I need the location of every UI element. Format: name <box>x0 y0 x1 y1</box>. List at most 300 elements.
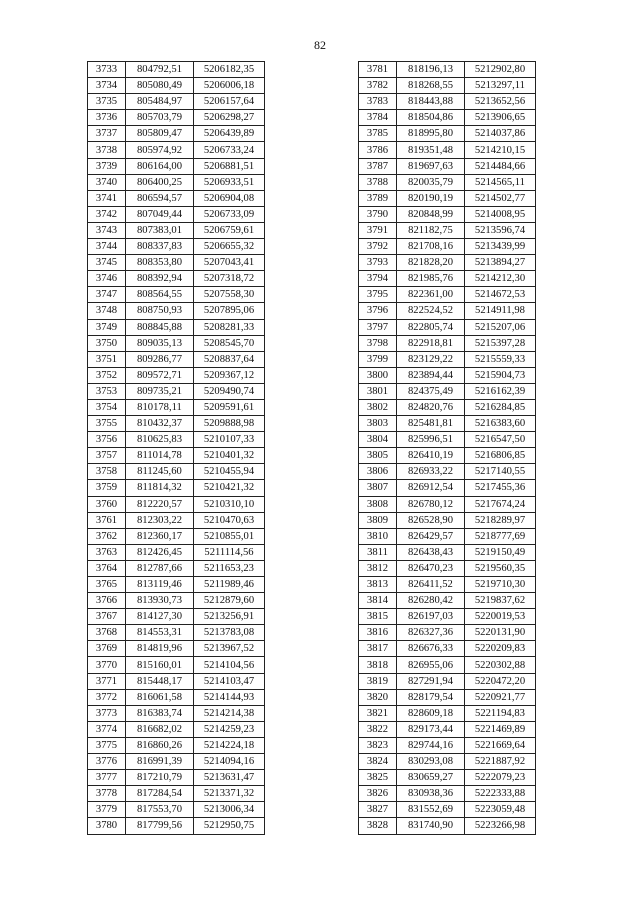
y-coordinate-cell: 5206182,35 <box>194 62 265 78</box>
table-row <box>88 399 265 415</box>
x-coordinate-cell: 809035,13 <box>126 335 194 351</box>
point-number-cell: 3818 <box>359 657 397 673</box>
x-coordinate-cell: 820190,19 <box>397 190 465 206</box>
point-number-cell: 3763 <box>88 544 126 560</box>
table-row <box>88 770 265 786</box>
table-row <box>359 802 536 818</box>
table-row <box>88 448 265 464</box>
table-row <box>88 351 265 367</box>
point-number-cell: 3753 <box>88 383 126 399</box>
y-coordinate-cell: 5216806,85 <box>465 448 536 464</box>
table-row <box>359 625 536 641</box>
point-number-cell: 3746 <box>88 271 126 287</box>
table-row <box>88 754 265 770</box>
x-coordinate-cell: 806164,00 <box>126 158 194 174</box>
point-number-cell: 3773 <box>88 705 126 721</box>
y-coordinate-cell: 5220302,88 <box>465 657 536 673</box>
point-number-cell: 3787 <box>359 158 397 174</box>
table-row <box>88 496 265 512</box>
table-row <box>88 142 265 158</box>
x-coordinate-cell: 830659,27 <box>397 770 465 786</box>
x-coordinate-cell: 825996,51 <box>397 432 465 448</box>
x-coordinate-cell: 826676,33 <box>397 641 465 657</box>
y-coordinate-cell: 5214224,18 <box>194 737 265 753</box>
x-coordinate-cell: 816383,74 <box>126 705 194 721</box>
point-number-cell: 3795 <box>359 287 397 303</box>
table-row <box>88 239 265 255</box>
y-coordinate-cell: 5213631,47 <box>194 770 265 786</box>
point-number-cell: 3806 <box>359 464 397 480</box>
y-coordinate-cell: 5214484,66 <box>465 158 536 174</box>
y-coordinate-cell: 5220131,90 <box>465 625 536 641</box>
table-row <box>359 770 536 786</box>
x-coordinate-cell: 808392,94 <box>126 271 194 287</box>
table-row <box>359 399 536 415</box>
table-row <box>359 126 536 142</box>
table-row <box>359 721 536 737</box>
point-number-cell: 3799 <box>359 351 397 367</box>
y-coordinate-cell: 5220209,83 <box>465 641 536 657</box>
point-number-cell: 3813 <box>359 577 397 593</box>
point-number-cell: 3757 <box>88 448 126 464</box>
y-coordinate-cell: 5214103,47 <box>194 673 265 689</box>
page-number: 82 <box>314 38 326 52</box>
point-number-cell: 3740 <box>88 174 126 190</box>
table-row <box>88 126 265 142</box>
point-number-cell: 3751 <box>88 351 126 367</box>
x-coordinate-cell: 813930,73 <box>126 593 194 609</box>
x-coordinate-cell: 816991,39 <box>126 754 194 770</box>
point-number-cell: 3748 <box>88 303 126 319</box>
table-row <box>88 367 265 383</box>
x-coordinate-cell: 826197,03 <box>397 609 465 625</box>
y-coordinate-cell: 5214259,23 <box>194 721 265 737</box>
x-coordinate-cell: 813119,46 <box>126 577 194 593</box>
point-number-cell: 3744 <box>88 239 126 255</box>
y-coordinate-cell: 5206157,64 <box>194 94 265 110</box>
point-number-cell: 3827 <box>359 802 397 818</box>
table-row <box>88 544 265 560</box>
x-coordinate-cell: 831740,90 <box>397 818 465 834</box>
x-coordinate-cell: 819351,48 <box>397 142 465 158</box>
point-number-cell: 3793 <box>359 255 397 271</box>
table-row <box>88 287 265 303</box>
y-coordinate-cell: 5222079,23 <box>465 770 536 786</box>
y-coordinate-cell: 5217455,36 <box>465 480 536 496</box>
table-row <box>88 625 265 641</box>
y-coordinate-cell: 5206881,51 <box>194 158 265 174</box>
point-number-cell: 3822 <box>359 721 397 737</box>
y-coordinate-cell: 5206298,27 <box>194 110 265 126</box>
y-coordinate-cell: 5213006,34 <box>194 802 265 818</box>
point-number-cell: 3784 <box>359 110 397 126</box>
x-coordinate-cell: 818995,80 <box>397 126 465 142</box>
table-row <box>88 657 265 673</box>
point-number-cell: 3810 <box>359 528 397 544</box>
y-coordinate-cell: 5210855,01 <box>194 528 265 544</box>
point-number-cell: 3743 <box>88 222 126 238</box>
x-coordinate-cell: 828609,18 <box>397 705 465 721</box>
x-coordinate-cell: 826429,57 <box>397 528 465 544</box>
point-number-cell: 3783 <box>359 94 397 110</box>
x-coordinate-cell: 819697,63 <box>397 158 465 174</box>
table-row <box>359 560 536 576</box>
y-coordinate-cell: 5214037,86 <box>465 126 536 142</box>
y-coordinate-cell: 5213596,74 <box>465 222 536 238</box>
table-row <box>88 110 265 126</box>
x-coordinate-cell: 812360,17 <box>126 528 194 544</box>
table-row <box>359 754 536 770</box>
x-coordinate-cell: 806594,57 <box>126 190 194 206</box>
x-coordinate-cell: 820035,79 <box>397 174 465 190</box>
table-row <box>88 705 265 721</box>
table-row <box>359 78 536 94</box>
point-number-cell: 3781 <box>359 62 397 78</box>
table-row <box>359 689 536 705</box>
x-coordinate-cell: 814553,31 <box>126 625 194 641</box>
y-coordinate-cell: 5215559,33 <box>465 351 536 367</box>
y-coordinate-cell: 5210401,32 <box>194 448 265 464</box>
x-coordinate-cell: 806400,25 <box>126 174 194 190</box>
table-row <box>88 480 265 496</box>
table-row <box>88 271 265 287</box>
point-number-cell: 3739 <box>88 158 126 174</box>
x-coordinate-cell: 826912,54 <box>397 480 465 496</box>
point-number-cell: 3798 <box>359 335 397 351</box>
point-number-cell: 3776 <box>88 754 126 770</box>
point-number-cell: 3821 <box>359 705 397 721</box>
y-coordinate-cell: 5220019,53 <box>465 609 536 625</box>
x-coordinate-cell: 812303,22 <box>126 512 194 528</box>
point-number-cell: 3770 <box>88 657 126 673</box>
y-coordinate-cell: 5213894,27 <box>465 255 536 271</box>
table-row <box>88 593 265 609</box>
table-row <box>88 560 265 576</box>
y-coordinate-cell: 5216383,60 <box>465 416 536 432</box>
x-coordinate-cell: 805974,92 <box>126 142 194 158</box>
table-row <box>359 94 536 110</box>
y-coordinate-cell: 5219710,30 <box>465 577 536 593</box>
x-coordinate-cell: 805703,79 <box>126 110 194 126</box>
y-coordinate-cell: 5219150,49 <box>465 544 536 560</box>
x-coordinate-cell: 823894,44 <box>397 367 465 383</box>
point-number-cell: 3758 <box>88 464 126 480</box>
table-row <box>359 593 536 609</box>
table-row <box>88 383 265 399</box>
x-coordinate-cell: 831552,69 <box>397 802 465 818</box>
table-row <box>88 303 265 319</box>
point-number-cell: 3785 <box>359 126 397 142</box>
x-coordinate-cell: 816860,26 <box>126 737 194 753</box>
y-coordinate-cell: 5212950,75 <box>194 818 265 834</box>
x-coordinate-cell: 811814,32 <box>126 480 194 496</box>
y-coordinate-cell: 5215904,73 <box>465 367 536 383</box>
point-number-cell: 3812 <box>359 560 397 576</box>
point-number-cell: 3815 <box>359 609 397 625</box>
y-coordinate-cell: 5215397,28 <box>465 335 536 351</box>
table-row <box>88 190 265 206</box>
y-coordinate-cell: 5209367,12 <box>194 367 265 383</box>
y-coordinate-cell: 5222333,88 <box>465 786 536 802</box>
point-number-cell: 3778 <box>88 786 126 802</box>
x-coordinate-cell: 814127,30 <box>126 609 194 625</box>
table-row <box>359 528 536 544</box>
y-coordinate-cell: 5214911,98 <box>465 303 536 319</box>
x-coordinate-cell: 811014,78 <box>126 448 194 464</box>
point-number-cell: 3789 <box>359 190 397 206</box>
x-coordinate-cell: 824820,76 <box>397 399 465 415</box>
point-number-cell: 3749 <box>88 319 126 335</box>
table-row <box>88 206 265 222</box>
point-number-cell: 3819 <box>359 673 397 689</box>
table-row <box>88 94 265 110</box>
y-coordinate-cell: 5214144,93 <box>194 689 265 705</box>
x-coordinate-cell: 817553,70 <box>126 802 194 818</box>
point-number-cell: 3742 <box>88 206 126 222</box>
x-coordinate-cell: 826933,22 <box>397 464 465 480</box>
x-coordinate-cell: 824375,49 <box>397 383 465 399</box>
y-coordinate-cell: 5214672,53 <box>465 287 536 303</box>
point-number-cell: 3765 <box>88 577 126 593</box>
point-number-cell: 3769 <box>88 641 126 657</box>
x-coordinate-cell: 827291,94 <box>397 673 465 689</box>
x-coordinate-cell: 828179,54 <box>397 689 465 705</box>
y-coordinate-cell: 5209490,74 <box>194 383 265 399</box>
y-coordinate-cell: 5206759,61 <box>194 222 265 238</box>
point-number-cell: 3738 <box>88 142 126 158</box>
point-number-cell: 3755 <box>88 416 126 432</box>
table-row <box>359 222 536 238</box>
point-number-cell: 3786 <box>359 142 397 158</box>
x-coordinate-cell: 826410,19 <box>397 448 465 464</box>
point-number-cell: 3808 <box>359 496 397 512</box>
y-coordinate-cell: 5206733,09 <box>194 206 265 222</box>
table-row <box>359 641 536 657</box>
point-number-cell: 3780 <box>88 818 126 834</box>
y-coordinate-cell: 5209591,61 <box>194 399 265 415</box>
x-coordinate-cell: 818443,88 <box>397 94 465 110</box>
point-number-cell: 3756 <box>88 432 126 448</box>
point-number-cell: 3804 <box>359 432 397 448</box>
y-coordinate-cell: 5206439,89 <box>194 126 265 142</box>
y-coordinate-cell: 5221887,92 <box>465 754 536 770</box>
x-coordinate-cell: 826411,52 <box>397 577 465 593</box>
point-number-cell: 3772 <box>88 689 126 705</box>
x-coordinate-cell: 829173,44 <box>397 721 465 737</box>
y-coordinate-cell: 5208545,70 <box>194 335 265 351</box>
table-row <box>359 190 536 206</box>
y-coordinate-cell: 5206933,51 <box>194 174 265 190</box>
y-coordinate-cell: 5206904,08 <box>194 190 265 206</box>
x-coordinate-cell: 810432,37 <box>126 416 194 432</box>
y-coordinate-cell: 5210107,33 <box>194 432 265 448</box>
table-row <box>88 416 265 432</box>
table-row <box>359 480 536 496</box>
point-number-cell: 3790 <box>359 206 397 222</box>
point-number-cell: 3792 <box>359 239 397 255</box>
x-coordinate-cell: 826955,06 <box>397 657 465 673</box>
y-coordinate-cell: 5207043,41 <box>194 255 265 271</box>
x-coordinate-cell: 816682,02 <box>126 721 194 737</box>
y-coordinate-cell: 5211114,56 <box>194 544 265 560</box>
table-row <box>88 786 265 802</box>
x-coordinate-cell: 815448,17 <box>126 673 194 689</box>
x-coordinate-cell: 820848,99 <box>397 206 465 222</box>
point-number-cell: 3825 <box>359 770 397 786</box>
table-row <box>88 432 265 448</box>
y-coordinate-cell: 5210455,94 <box>194 464 265 480</box>
table-row <box>359 496 536 512</box>
point-number-cell: 3817 <box>359 641 397 657</box>
x-coordinate-cell: 818504,86 <box>397 110 465 126</box>
table-row <box>359 62 536 78</box>
y-coordinate-cell: 5214104,56 <box>194 657 265 673</box>
x-coordinate-cell: 821828,20 <box>397 255 465 271</box>
y-coordinate-cell: 5223266,98 <box>465 818 536 834</box>
y-coordinate-cell: 5210310,10 <box>194 496 265 512</box>
y-coordinate-cell: 5207318,72 <box>194 271 265 287</box>
x-coordinate-cell: 818268,55 <box>397 78 465 94</box>
y-coordinate-cell: 5213967,52 <box>194 641 265 657</box>
x-coordinate-cell: 810178,11 <box>126 399 194 415</box>
x-coordinate-cell: 826470,23 <box>397 560 465 576</box>
point-number-cell: 3814 <box>359 593 397 609</box>
point-number-cell: 3803 <box>359 416 397 432</box>
y-coordinate-cell: 5214008,95 <box>465 206 536 222</box>
y-coordinate-cell: 5223059,48 <box>465 802 536 818</box>
x-coordinate-cell: 805080,49 <box>126 78 194 94</box>
x-coordinate-cell: 809572,71 <box>126 367 194 383</box>
point-number-cell: 3745 <box>88 255 126 271</box>
table-row <box>359 512 536 528</box>
table-row <box>359 416 536 432</box>
point-number-cell: 3797 <box>359 319 397 335</box>
table-row <box>88 818 265 834</box>
y-coordinate-cell: 5214214,38 <box>194 705 265 721</box>
table-row <box>359 206 536 222</box>
x-coordinate-cell: 817799,56 <box>126 818 194 834</box>
table-row <box>359 142 536 158</box>
table-row <box>359 448 536 464</box>
y-coordinate-cell: 5216547,50 <box>465 432 536 448</box>
point-number-cell: 3824 <box>359 754 397 770</box>
table-row <box>88 528 265 544</box>
table-row <box>359 110 536 126</box>
y-coordinate-cell: 5208837,64 <box>194 351 265 367</box>
table-row <box>88 255 265 271</box>
point-number-cell: 3775 <box>88 737 126 753</box>
y-coordinate-cell: 5213371,32 <box>194 786 265 802</box>
table-row <box>88 78 265 94</box>
x-coordinate-cell: 807383,01 <box>126 222 194 238</box>
point-number-cell: 3800 <box>359 367 397 383</box>
table-row <box>359 174 536 190</box>
table-row <box>359 239 536 255</box>
point-number-cell: 3752 <box>88 367 126 383</box>
point-number-cell: 3733 <box>88 62 126 78</box>
y-coordinate-cell: 5212879,60 <box>194 593 265 609</box>
y-coordinate-cell: 5210421,32 <box>194 480 265 496</box>
y-coordinate-cell: 5214212,30 <box>465 271 536 287</box>
table-row <box>359 786 536 802</box>
table-row <box>359 609 536 625</box>
table-row <box>88 641 265 657</box>
x-coordinate-cell: 826280,42 <box>397 593 465 609</box>
y-coordinate-cell: 5214502,77 <box>465 190 536 206</box>
x-coordinate-cell: 807049,44 <box>126 206 194 222</box>
y-coordinate-cell: 5219560,35 <box>465 560 536 576</box>
table-row <box>88 158 265 174</box>
point-number-cell: 3788 <box>359 174 397 190</box>
table-row <box>359 255 536 271</box>
y-coordinate-cell: 5217140,55 <box>465 464 536 480</box>
y-coordinate-cell: 5219837,62 <box>465 593 536 609</box>
point-number-cell: 3767 <box>88 609 126 625</box>
y-coordinate-cell: 5221669,64 <box>465 737 536 753</box>
table-row <box>88 464 265 480</box>
point-number-cell: 3771 <box>88 673 126 689</box>
x-coordinate-cell: 822524,52 <box>397 303 465 319</box>
x-coordinate-cell: 826438,43 <box>397 544 465 560</box>
x-coordinate-cell: 808845,88 <box>126 319 194 335</box>
point-number-cell: 3737 <box>88 126 126 142</box>
y-coordinate-cell: 5207558,30 <box>194 287 265 303</box>
y-coordinate-cell: 5216284,85 <box>465 399 536 415</box>
table-row <box>88 689 265 705</box>
y-coordinate-cell: 5213652,56 <box>465 94 536 110</box>
x-coordinate-cell: 821182,75 <box>397 222 465 238</box>
y-coordinate-cell: 5220472,20 <box>465 673 536 689</box>
point-number-cell: 3782 <box>359 78 397 94</box>
point-number-cell: 3777 <box>88 770 126 786</box>
table-row <box>359 335 536 351</box>
point-number-cell: 3823 <box>359 737 397 753</box>
y-coordinate-cell: 5206006,18 <box>194 78 265 94</box>
point-number-cell: 3801 <box>359 383 397 399</box>
y-coordinate-cell: 5213256,91 <box>194 609 265 625</box>
point-number-cell: 3760 <box>88 496 126 512</box>
y-coordinate-cell: 5221194,83 <box>465 705 536 721</box>
x-coordinate-cell: 808337,83 <box>126 239 194 255</box>
x-coordinate-cell: 826780,12 <box>397 496 465 512</box>
y-coordinate-cell: 5209888,98 <box>194 416 265 432</box>
point-number-cell: 3736 <box>88 110 126 126</box>
x-coordinate-cell: 818196,13 <box>397 62 465 78</box>
y-coordinate-cell: 5218777,69 <box>465 528 536 544</box>
x-coordinate-cell: 829744,16 <box>397 737 465 753</box>
x-coordinate-cell: 815160,01 <box>126 657 194 673</box>
table-row <box>359 367 536 383</box>
point-number-cell: 3794 <box>359 271 397 287</box>
table-row <box>88 673 265 689</box>
table-row <box>359 158 536 174</box>
table-row <box>359 577 536 593</box>
y-coordinate-cell: 5213783,08 <box>194 625 265 641</box>
point-number-cell: 3754 <box>88 399 126 415</box>
x-coordinate-cell: 812426,45 <box>126 544 194 560</box>
point-number-cell: 3766 <box>88 593 126 609</box>
y-coordinate-cell: 5214565,11 <box>465 174 536 190</box>
point-number-cell: 3747 <box>88 287 126 303</box>
table-row <box>359 818 536 834</box>
x-coordinate-cell: 810625,83 <box>126 432 194 448</box>
point-number-cell: 3826 <box>359 786 397 802</box>
point-number-cell: 3734 <box>88 78 126 94</box>
table-row <box>88 319 265 335</box>
x-coordinate-cell: 809735,21 <box>126 383 194 399</box>
point-number-cell: 3816 <box>359 625 397 641</box>
table-row <box>88 609 265 625</box>
